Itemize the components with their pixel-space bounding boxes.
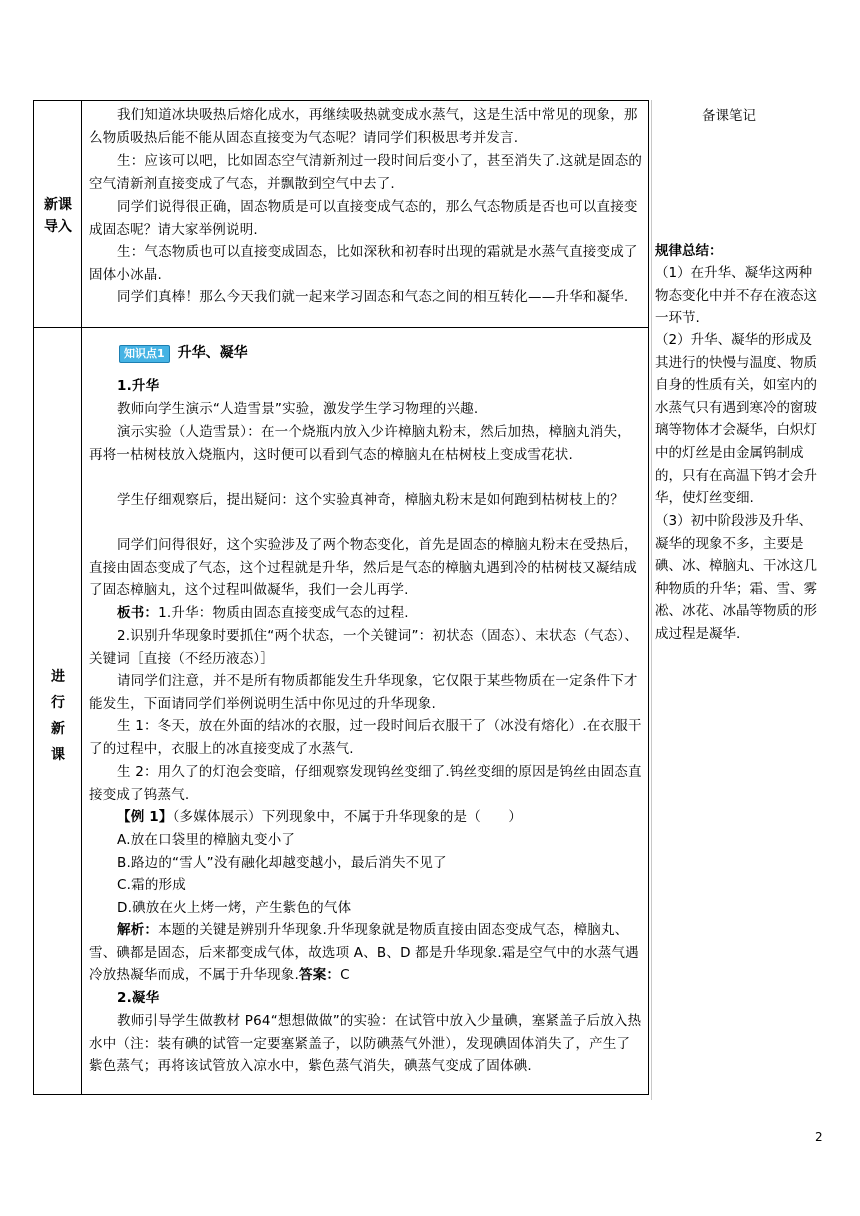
paragraph: 生：气态物质也可以直接变成固态，比如深秋和初春时出现的霜就是水蒸气直接变成了固体小冰晶. bbox=[89, 244, 638, 283]
section-heading: 2.凝华 bbox=[117, 990, 160, 1006]
label-bold: 板书： bbox=[117, 605, 159, 621]
paragraph: 我们知道冰块吸热后熔化成水，再继续吸热就变成水蒸气，这是生活中常见的现象，那么物质吸热后能不能从固态直接变为气态呢？请同学们积极思考并发言. bbox=[89, 107, 638, 146]
paragraph: 教师向学生演示“人造雪景”实验，激发学生学习物理的兴趣. bbox=[117, 401, 479, 417]
summary-title: 规律总结： bbox=[655, 243, 723, 259]
row-label-cell bbox=[34, 101, 82, 327]
text: C bbox=[340, 967, 350, 984]
label-bold: 解析： bbox=[117, 922, 159, 938]
analysis bbox=[89, 919, 643, 987]
side-note: （3）初中阶段涉及升华、凝华的现象不多，主要是碘、冰、樟脑丸、干冰这几种物质的升华；霜、雪、雾凇、冰花、冰晶等物质的形成过程是凝华. bbox=[655, 513, 817, 642]
text: 本题的关键是辨别升华现象.升华现象就是物质直接由固态变成气态，樟脑丸、雪、碘都是固态，后来都变成气体，故选项 A、B、D 都是升华现象.霜是空气中的水蒸气遇冷放热凝华而成，不属于升华现象. bbox=[89, 922, 639, 984]
paragraph: 学生仔细观察后，提出疑问：这个实验真神奇，樟脑丸粉末是如何跑到枯树枝上的？ bbox=[117, 492, 624, 508]
option-c: C.霜的形成 bbox=[117, 877, 186, 893]
row-label-cell bbox=[34, 328, 82, 1094]
knowledge-point-heading bbox=[119, 342, 248, 363]
row-new-lesson bbox=[34, 328, 648, 1094]
paragraph: 教师引导学生做教材 P64“想想做做”的实验：在试管中放入少量碘，塞紧盖子后放入热水中（注：装有碘的试管一定要塞紧盖子，以防碘蒸气外泄），发现碘固体消失了，产生了紫色蒸气；再将该试管放入凉水中，紫色蒸气消失，碘蒸气变成了固体碘. bbox=[89, 1013, 642, 1075]
paragraph: 同学们真棒！那么今天我们就一起来学习固态和气态之间的相互转化——升华和凝华. bbox=[117, 289, 629, 305]
example-question bbox=[89, 806, 643, 829]
lesson-table bbox=[33, 100, 649, 1095]
page-number: 2 bbox=[815, 1130, 823, 1144]
row-content-intro bbox=[83, 101, 647, 327]
section-heading: 1.升华 bbox=[117, 378, 160, 394]
option-b: B.路边的“雪人”没有融化却越变越小，最后消失不见了 bbox=[117, 855, 447, 871]
side-note: （1）在升华、凝华这两种物态变化中并不存在液态这一环节. bbox=[655, 265, 817, 327]
knowledge-point-title: 升华、凝华 bbox=[177, 345, 248, 361]
paragraph bbox=[89, 602, 643, 625]
paragraph: 生 1：冬天，放在外面的结冰的衣服，过一段时间后衣服干了（冰没有熔化）.在衣服干了的过程中，衣服上的冰直接变成了水蒸气. bbox=[89, 718, 642, 757]
paragraph: 生 2：用久了的灯泡会变暗，仔细观察发现钨丝变细了.钨丝变细的原因是钨丝由固态直接变成了钨蒸气. bbox=[89, 764, 642, 803]
option-d: D.碘放在火上烤一烤，产生紫色的气体 bbox=[117, 900, 352, 916]
paragraph: 生：应该可以吧，比如固态空气清新剂过一段时间后变小了，甚至消失了.这就是固态的空气清新剂直接变成了气态，并飘散到空气中去了. bbox=[89, 153, 643, 192]
side-notes-title: 备课笔记 bbox=[702, 108, 756, 124]
row-label-intro: 新课 导入 bbox=[44, 197, 72, 235]
side-note: （2）升华、凝华的形成及其进行的快慢与温度、物质自身的性质有关，如室内的水蒸气只有遇到寒冷的窗玻璃等物体才会凝华，白炽灯中的灯丝是由金属钨制成的，只有在高温下钨才会升华，使灯丝变细. bbox=[655, 332, 817, 507]
label-bold: 【例 1】 bbox=[117, 809, 173, 825]
row-intro bbox=[34, 101, 648, 328]
paragraph: 同学们问得很好，这个实验涉及了两个物态变化，首先是固态的樟脑丸粉末在受热后，直接由固态变成了气态，这个过程就是升华，然后是气态的樟脑丸遇到冷的枯树枝又凝结成了固态樟脑丸，这个过程叫做凝华，我们一会儿再学. bbox=[89, 537, 638, 599]
option-a: A.放在口袋里的樟脑丸变小了 bbox=[117, 832, 296, 848]
paragraph: 请同学们注意，并不是所有物质都能发生升华现象，它仅限于某些物质在一定条件下才能发生，下面请同学们举例说明生活中你见过的升华现象. bbox=[89, 673, 638, 712]
label-bold: 答案： bbox=[299, 967, 341, 984]
row-content-new-lesson bbox=[83, 328, 647, 1094]
paragraph: 同学们说得很正确，固态物质是可以直接变成气态的，那么气态物质是否也可以直接变成固态呢？请大家举例说明. bbox=[89, 199, 638, 238]
text: （多媒体展示）下列现象中，不属于升华现象的是（ ） bbox=[172, 809, 523, 825]
paragraph: 2.识别升华现象时要抓住“两个状态，一个关键词”：初状态（固态）、末状态（气态）、关键词［直接（不经历液态）］ bbox=[89, 628, 639, 667]
paragraph: 演示实验（人造雪景）：在一个烧瓶内放入少许樟脑丸粉末，然后加热，樟脑丸消失，再将一枯树枝放入烧瓶内，这时便可以看到气态的樟脑丸在枯树枝上变成雪花状. bbox=[89, 424, 631, 463]
side-divider bbox=[651, 100, 652, 1100]
text: 1.升华：物质由固态直接变成气态的过程. bbox=[158, 605, 409, 621]
knowledge-point-badge: 知识点1 bbox=[119, 345, 170, 363]
row-label-new-lesson: 进 行 新 课 bbox=[51, 669, 65, 763]
